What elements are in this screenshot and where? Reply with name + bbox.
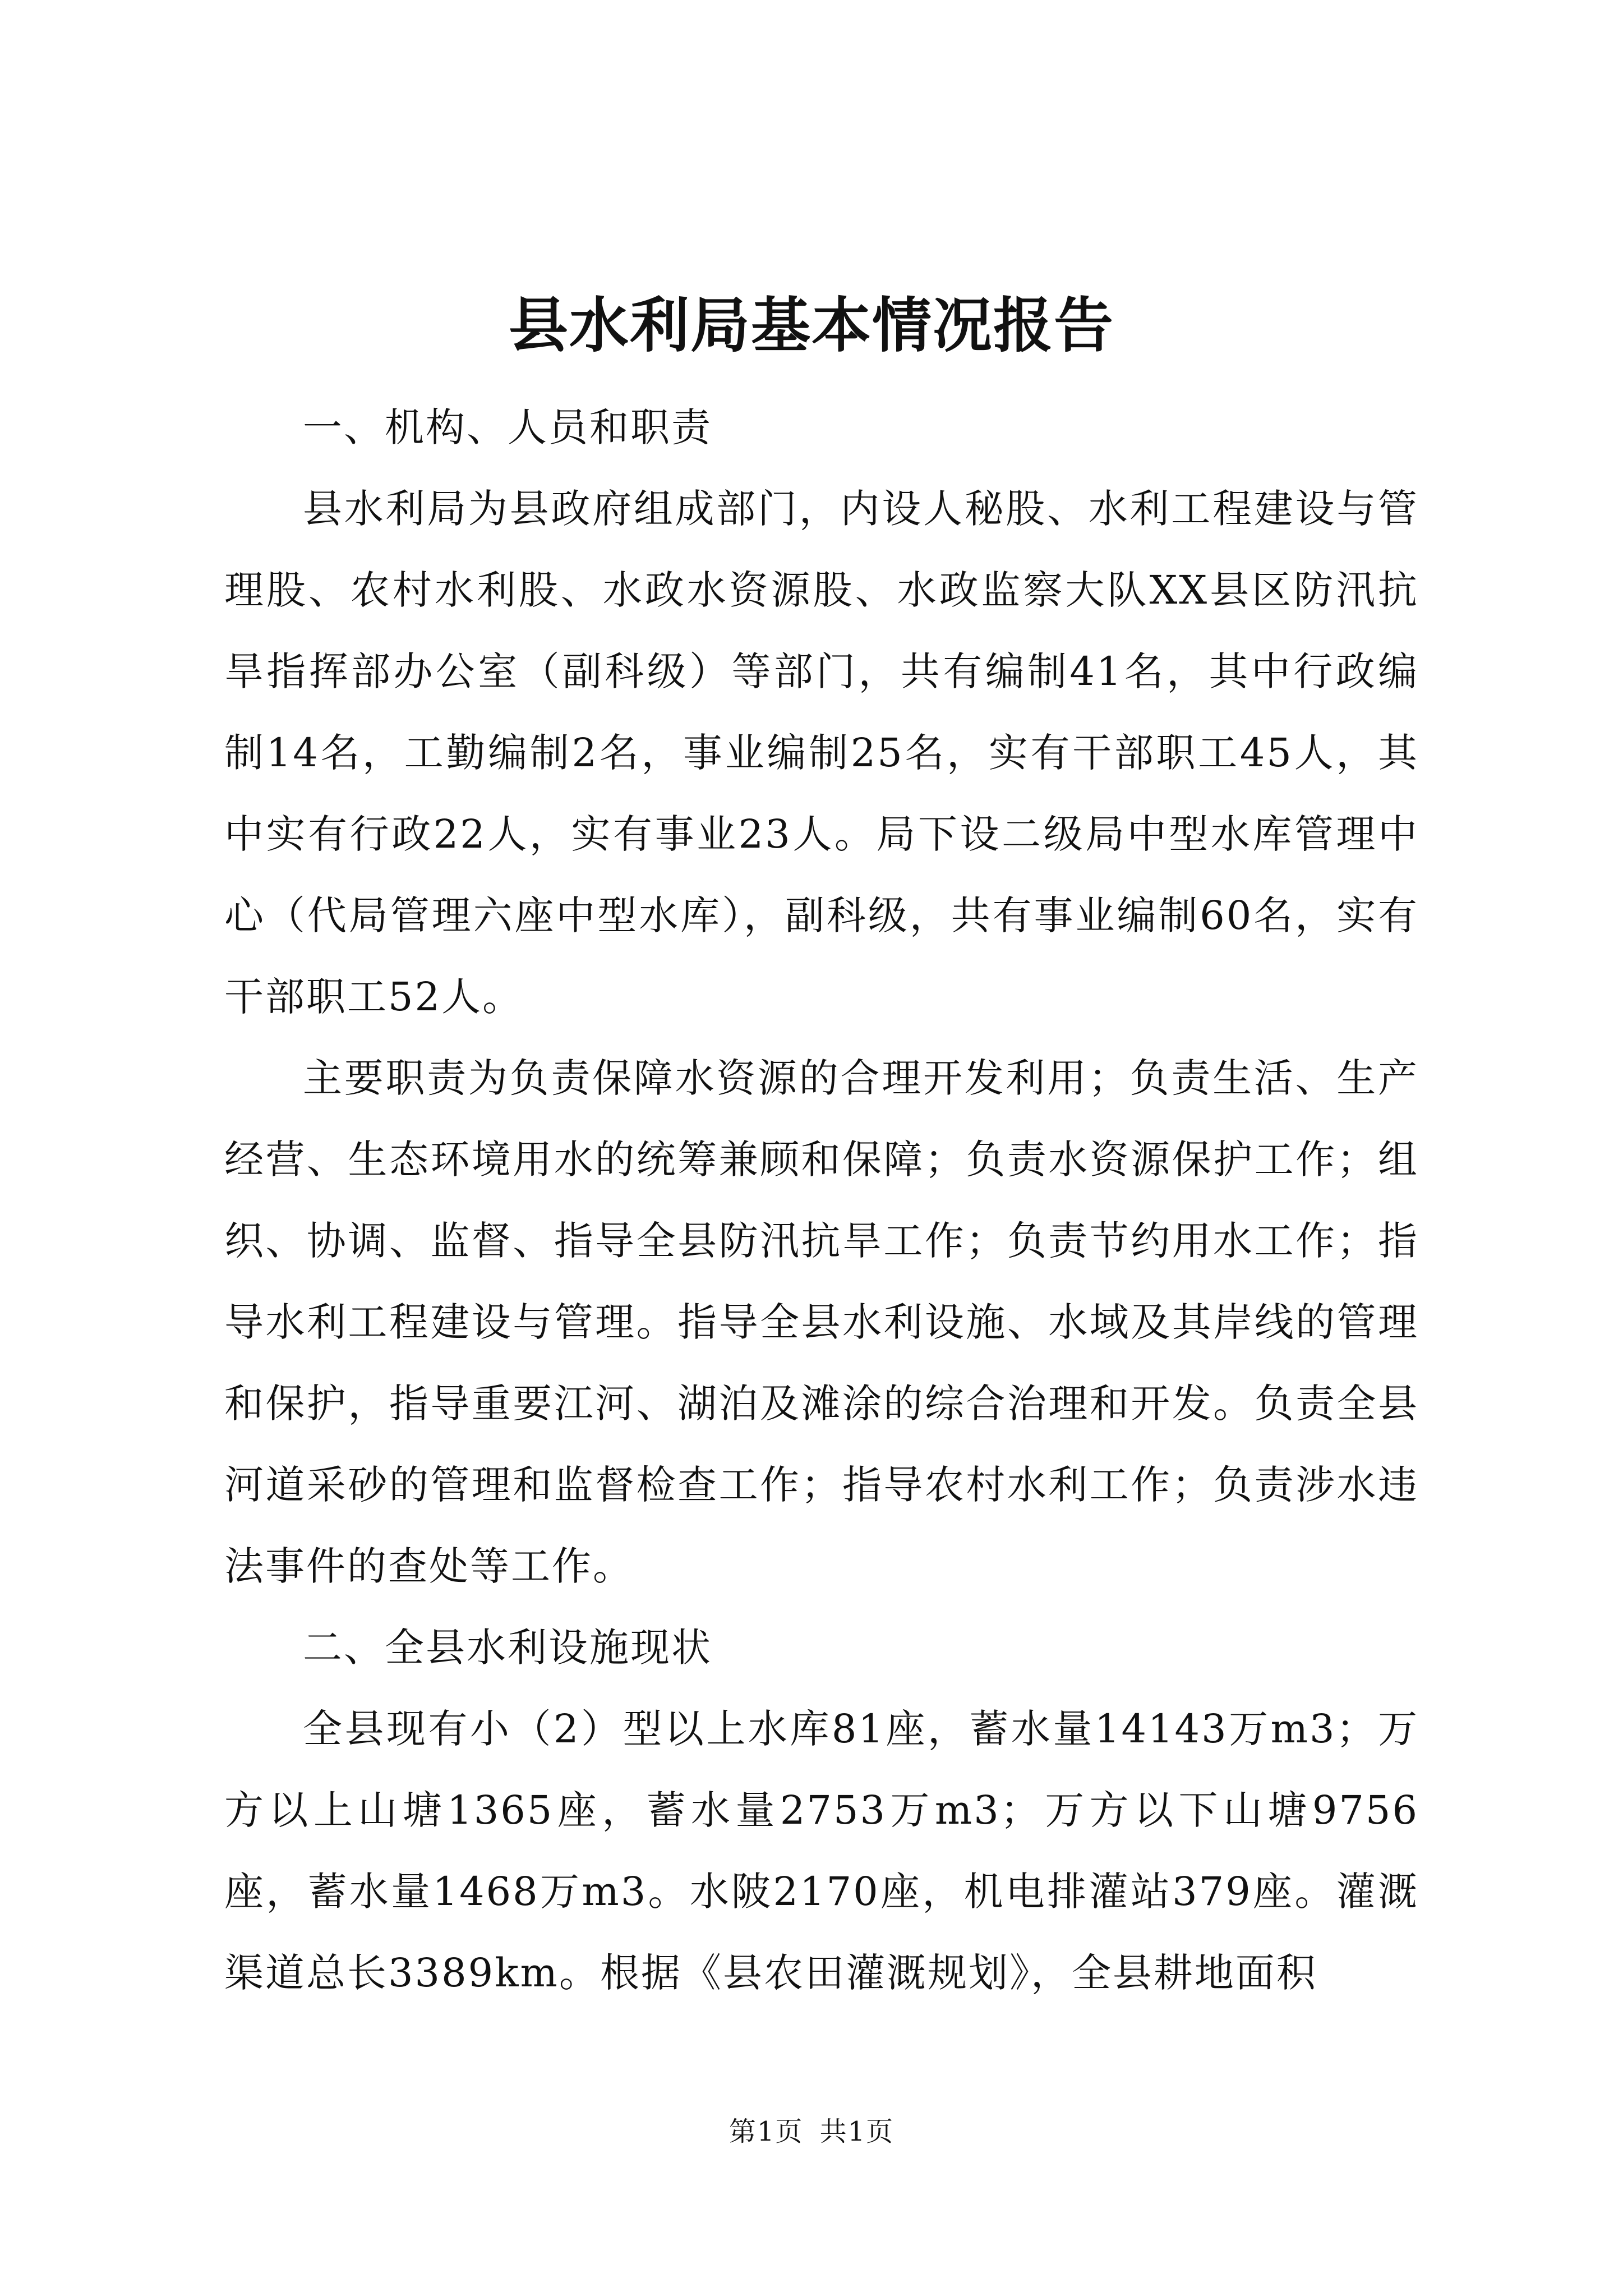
paragraph-facilities: 全县现有小（2）型以上水库81座，蓄水量14143万m3；万方以上山塘1365座，蓄水量2753万m3；万方以下山塘9756座，蓄水量1468万m3。水陂2170座，机电排灌站379座。灌溉渠道总长3389km。根据《县农田灌溉规划》，全县耕地面积	[224, 1706, 1419, 1996]
section-heading-facilities: 二、全县水利设施现状	[303, 1625, 712, 1671]
paragraph-organization: 县水利局为县政府组成部门，内设人秘股、水利工程建设与管理股、农村水利股、水政水资源股、水政监察大队XX县区防汛抗旱指挥部办公室（副科级）等部门，共有编制41名，其中行政编制14名，工勤编制2名，事业编制25名，实有干部职工45人，其中实有行政22人，实有事业23人。局下设二级局中型水库管理中心（代局管理六座中型水库），副科级，共有事业编制60名，实有干部职工52人。	[224, 486, 1419, 1020]
page-total: 共1页	[819, 2116, 895, 2147]
page-number: 第1页	[728, 2116, 804, 2147]
document-title: 县水利局基本情况报告	[509, 290, 1114, 360]
paragraph-responsibilities: 主要职责为负责保障水资源的合理开发利用；负责生活、生产经营、生态环境用水的统筹兼顾和保障；负责水资源保护工作；组织、协调、监督、指导全县防汛抗旱工作；负责节约用水工作；指导水利工程建设与管理。指导全县水利设施、水域及其岸线的管理和保护，指导重要江河、湖泊及滩涂的综合治理和开发。负责全县河道采砂的管理和监督检查工作；指导农村水利工作；负责涉水违法事件的查处等工作。	[224, 1055, 1419, 1589]
page-footer	[0, 2112, 1623, 2151]
section-heading-organization: 一、机构、人员和职责	[303, 404, 712, 450]
document-body	[224, 387, 1419, 2014]
